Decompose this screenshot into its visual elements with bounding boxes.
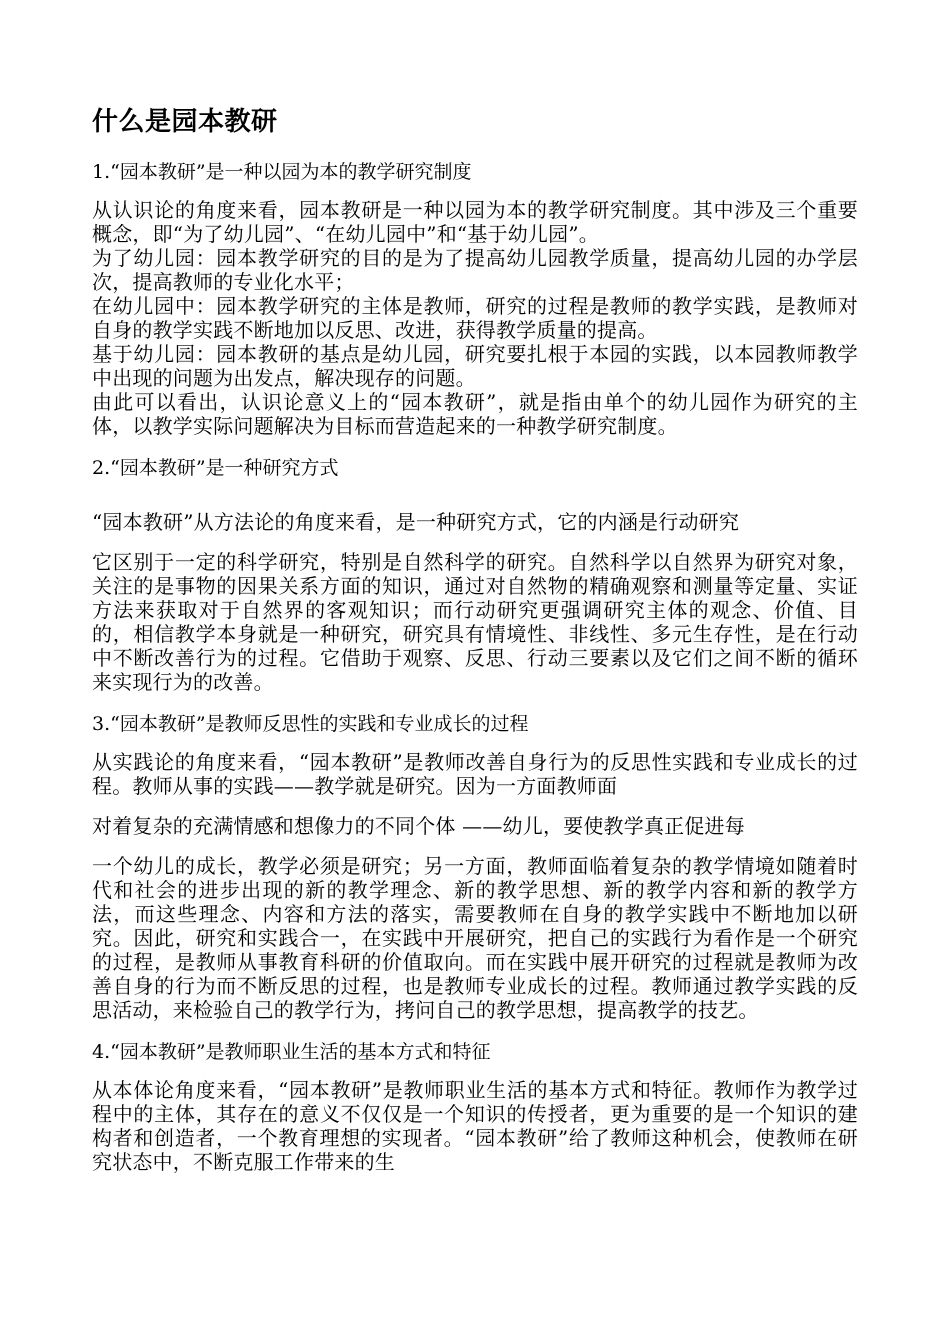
- spacer: [92, 798, 858, 814]
- document-page: [92, 104, 858, 1174]
- spacer: [92, 838, 858, 854]
- section-1-paragraph-4: 基于幼儿园：园本教研的基点是幼儿园，研究要扎根于本园的实践，以本园教师教学中出现的问题为出发点，解决现存的问题。: [92, 342, 858, 390]
- section-3-paragraph-1: 从实践论的角度来看，“园本教研”是教师改善自身行为的反思性实践和专业成长的过程。教师从事的实践——教学就是研究。因为一方面教师面: [92, 750, 858, 798]
- section-1-paragraph-3: 在幼儿园中：园本教学研究的主体是教师，研究的过程是教师的教学实践，是教师对自身的教学实践不断地加以反思、改进，获得教学质量的提高。: [92, 294, 858, 342]
- section-2-heading: 2.“园本教研”是一种研究方式: [92, 457, 339, 479]
- spacer: [92, 1022, 858, 1038]
- spacer: [92, 438, 858, 454]
- section-1-heading: 1.“园本教研”是一种以园为本的教学研究制度: [92, 161, 472, 183]
- section-4-heading: 4.“园本教研”是教师职业生活的基本方式和特征: [92, 1041, 491, 1063]
- section-4-paragraph-1: 从本体论角度来看，“园本教研”是教师职业生活的基本方式和特征。教师作为教学过程中的主体，其存在的意义不仅仅是一个知识的传授者，更为重要的是一个知识的建构者和创造者，一个教育理想的实现者。“园本教研”给了教师这种机会，使教师在研究状态中，不断克服工作带来的生: [92, 1078, 858, 1174]
- section-3-paragraph-3: 一个幼儿的成长，教学必须是研究；另一方面，教师面临着复杂的教学情境如随着时代和社会的进步出现的新的教学理念、新的教学思想、新的教学内容和新的教学方法，而这些理念、内容和方法的落实，需要教师在自身的教学实践中不断地加以研究。因此，研究和实践合一，在实践中开展研究，把自己的实践行为看作是一个研究的过程，是教师从事教育科研的价值取向。而在实践中展开研究的过程就是教师为改善自身的行为而不断反思的过程，也是教师专业成长的过程。教师通过教学实践的反思活动，来检验自己的教学行为，拷问自己的教学思想，提高教学的技艺。: [92, 854, 858, 1022]
- section-1-paragraph-2: 为了幼儿园：园本教学研究的目的是为了提高幼儿园教学质量，提高幼儿园的办学层次，提高教师的专业化水平；: [92, 246, 858, 294]
- section-2-paragraph-1: “园本教研”从方法论的角度来看，是一种研究方式，它的内涵是行动研究: [92, 510, 740, 534]
- section-1-paragraph-5: 由此可以看出，认识论意义上的“园本教研”，就是指由单个的幼儿园作为研究的主体，以教学实际问题解决为目标而营造起来的一种教学研究制度。: [92, 390, 858, 438]
- section-2-paragraph-2: 它区别于一定的科学研究，特别是自然科学的研究。自然科学以自然界为研究对象，关注的是事物的因果关系方面的知识，通过对自然物的精确观察和测量等定量、实证方法来获取对于自然界的客观知识；而行动研究更强调研究主体的观念、价值、目的，相信教学本身就是一种研究，研究具有情境性、非线性、多元生存性，是在行动中不断改善行为的过程。它借助于观察、反思、行动三要素以及它们之间不断的循环来实现行为的改善。: [92, 550, 858, 694]
- spacer: [92, 494, 858, 510]
- section-3-paragraph-2: 对着复杂的充满情感和想像力的不同个体 ——幼儿，要使教学真正促进每: [92, 814, 745, 838]
- page-title: 什么是园本教研: [92, 107, 278, 137]
- spacer: [92, 534, 858, 550]
- section-1-paragraph-1: 从认识论的角度来看，园本教研是一种以园为本的教学研究制度。其中涉及三个重要概念，即“为了幼儿园”、“在幼儿园中”和“基于幼儿园”。: [92, 198, 858, 246]
- spacer: [92, 694, 858, 710]
- section-3-heading: 3.“园本教研”是教师反思性的实践和专业成长的过程: [92, 713, 529, 735]
